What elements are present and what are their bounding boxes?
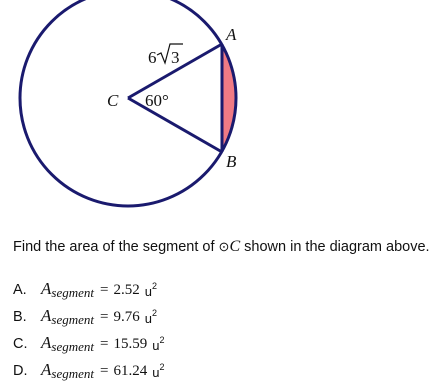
choice-equals: = — [100, 363, 109, 379]
radius-label — [148, 44, 183, 67]
choice-subscript: segment — [51, 285, 94, 300]
radius-coefficient: 6 — [148, 48, 157, 67]
question-tail: shown in the diagram above. — [240, 239, 430, 255]
choice-exponent: 2 — [159, 362, 165, 372]
circle-name: C — [229, 238, 241, 255]
point-b-label: B — [226, 152, 237, 171]
choice-variable: A — [41, 333, 52, 352]
angle-label: 60° — [145, 91, 169, 110]
center-label: C — [107, 91, 119, 110]
circle-symbol: ⊙ — [218, 239, 230, 254]
radius-cb — [128, 98, 222, 152]
choice-subscript: segment — [51, 339, 94, 354]
choice-unit: u — [144, 284, 152, 299]
answer-choice-b[interactable] — [13, 306, 157, 330]
choice-unit: u — [152, 365, 160, 380]
choice-subscript: segment — [51, 312, 94, 327]
circle-c — [20, 0, 236, 206]
choice-exponent: 2 — [151, 308, 157, 318]
answer-choice-c[interactable] — [13, 333, 164, 357]
choice-letter: B. — [13, 309, 27, 325]
choice-value: 9.76 — [113, 309, 140, 325]
choice-letter: C. — [13, 336, 28, 352]
choice-exponent: 2 — [159, 335, 165, 345]
answer-choice-a[interactable] — [13, 279, 157, 303]
choice-letter: A. — [13, 282, 27, 298]
choice-equals: = — [100, 282, 109, 298]
question-text — [13, 238, 430, 256]
radius-radicand: 3 — [171, 48, 180, 67]
point-a-label: A — [226, 25, 237, 44]
choice-variable: A — [41, 360, 52, 379]
choice-value: 2.52 — [113, 282, 140, 298]
choice-unit: u — [152, 338, 160, 353]
choice-value: 61.24 — [113, 363, 148, 379]
choice-exponent: 2 — [151, 281, 157, 291]
choice-letter: D. — [13, 363, 28, 379]
choice-variable: A — [41, 279, 52, 298]
choice-subscript: segment — [51, 366, 94, 381]
choice-equals: = — [100, 336, 109, 352]
question-lead: Find the area of the segment of — [13, 239, 219, 255]
choice-value: 15.59 — [113, 336, 148, 352]
choice-variable: A — [41, 306, 52, 325]
choice-equals: = — [100, 309, 109, 325]
choice-unit: u — [144, 311, 152, 326]
answer-choice-d[interactable] — [13, 360, 164, 384]
